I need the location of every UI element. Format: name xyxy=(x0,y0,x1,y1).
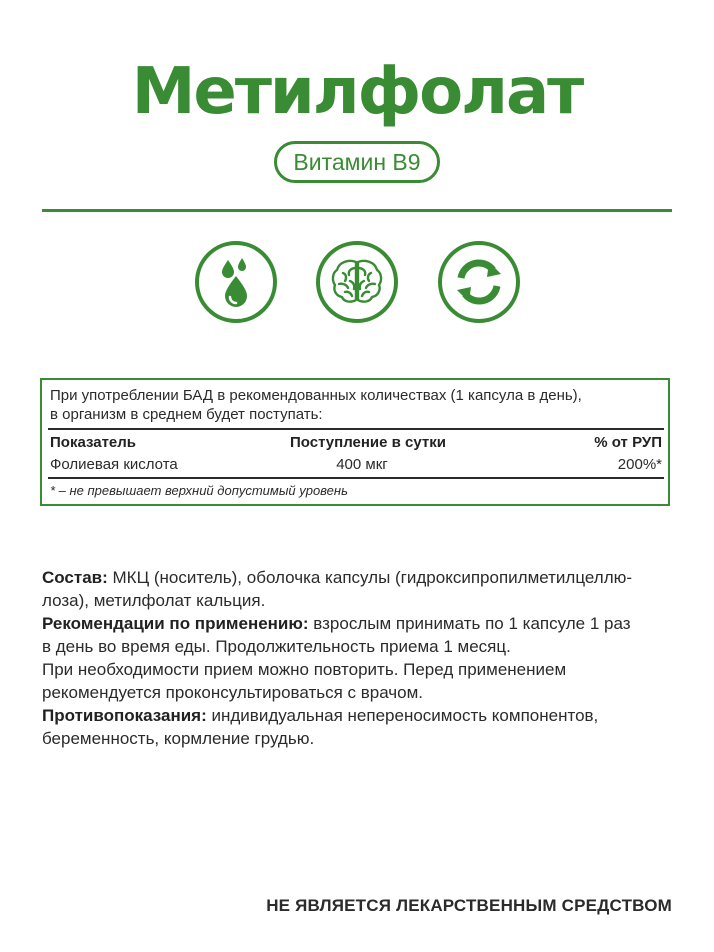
product-description xyxy=(42,566,674,750)
brain-icon xyxy=(315,240,399,324)
usage-label: Рекомендации по применению: xyxy=(42,614,309,633)
nutrition-info-box xyxy=(40,378,670,506)
table-footnote: * – не превышает верхний допустимый уровень xyxy=(50,483,348,498)
table-bottom-rule xyxy=(48,477,664,479)
product-subtitle-badge: Витамин B9 xyxy=(274,141,439,183)
cell-indicator: Фолиевая кислота xyxy=(50,456,178,473)
usage-line: рекомендуется проконсультироваться с врачом. xyxy=(42,683,424,702)
table-top-rule xyxy=(48,428,664,430)
header-divider xyxy=(42,209,672,212)
contra-line: беременность, кормление грудью. xyxy=(42,729,315,748)
subtitle-container xyxy=(0,141,714,183)
usage-line: При необходимости прием можно повторить. Перед применением xyxy=(42,660,567,679)
info-intro-line: При употреблении БАД в рекомендованных количествах (1 капсула в день), xyxy=(50,387,582,404)
composition-label: Состав: xyxy=(42,568,108,587)
composition-line: лоза), метилфолат кальция. xyxy=(42,591,266,610)
drops-icon xyxy=(194,240,278,324)
refresh-cycle-icon xyxy=(437,240,521,324)
composition-text: МКЦ (носитель), оболочка капсулы (гидроксипропилметилцеллю- xyxy=(107,568,633,587)
header-indicator: Показатель xyxy=(50,434,137,451)
usage-text: взрослым принимать по 1 капсуле 1 раз xyxy=(308,614,631,633)
contra-line xyxy=(42,704,674,727)
composition-line xyxy=(42,566,674,589)
benefit-icons-row xyxy=(0,240,714,330)
header-daily-intake: Поступление в сутки xyxy=(289,434,446,451)
usage-line xyxy=(42,612,674,635)
usage-line: в день во время еды. Продолжительность приема 1 месяц. xyxy=(42,637,511,656)
header-rda-percent: % от РУП xyxy=(594,434,662,451)
not-medicine-note: НЕ ЯВЛЯЕТСЯ ЛЕКАРСТВЕННЫМ СРЕДСТВОМ xyxy=(266,896,672,915)
info-intro xyxy=(50,386,582,424)
info-intro-line: в организм в среднем будет поступать: xyxy=(50,406,323,423)
cell-rda-percent: 200%* xyxy=(617,456,662,473)
contra-text: индивидуальная непереносимость компонентов, xyxy=(206,706,599,725)
contra-label: Противопоказания: xyxy=(42,706,207,725)
product-title: Метилфолат xyxy=(131,55,583,129)
cell-daily-intake: 400 мкг xyxy=(336,456,388,473)
